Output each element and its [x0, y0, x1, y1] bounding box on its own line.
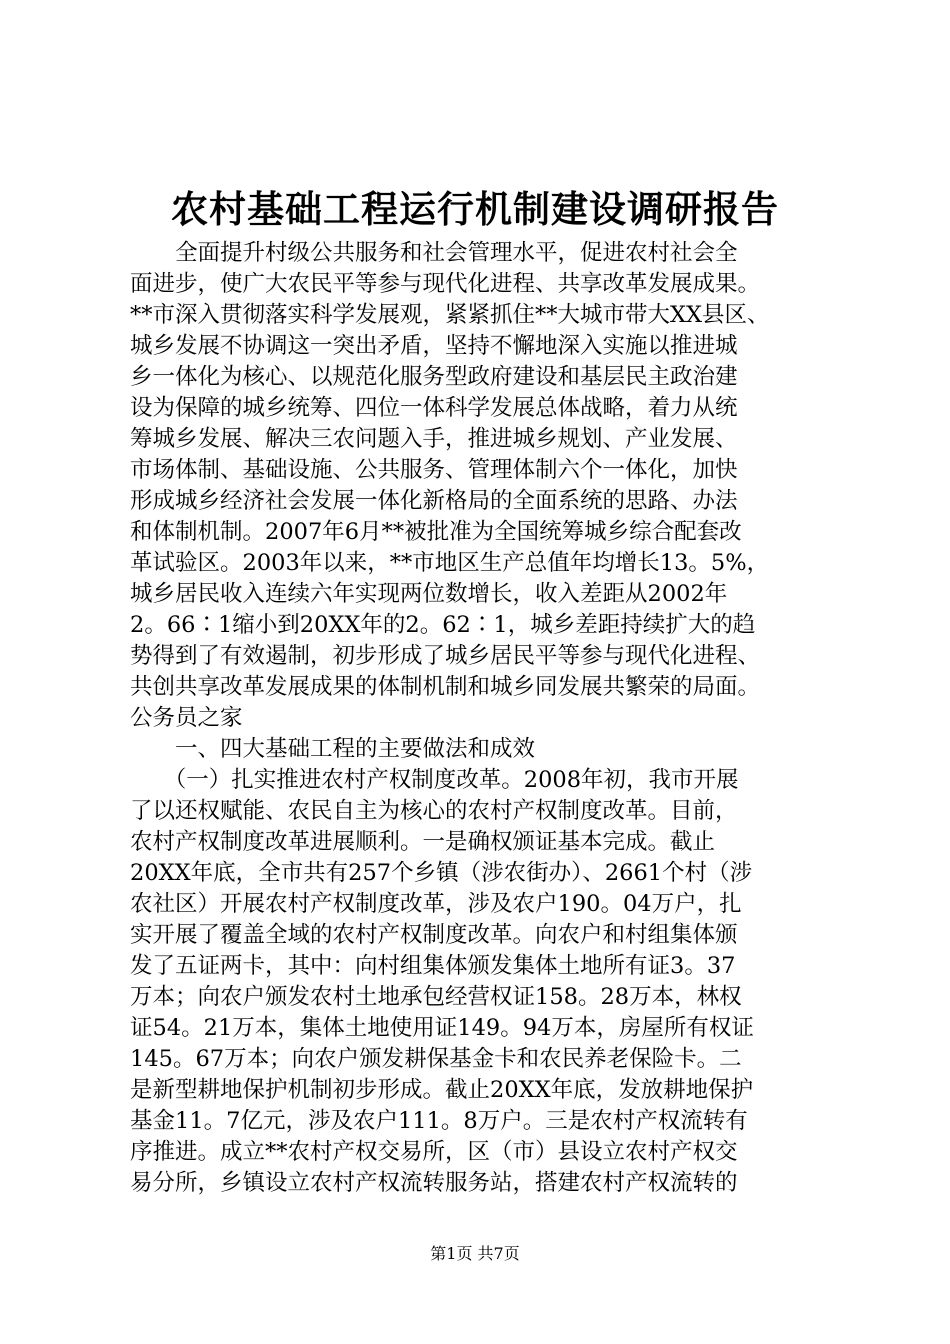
body-line: 势得到了有效遏制，初步形成了城乡居民平等参与现代化进程、: [130, 643, 761, 669]
document-body: [130, 238, 830, 1199]
body-line: （一）扎实推进农村产权制度改革。2008年初，我市开展: [130, 767, 739, 793]
body-line: 实开展了覆盖全域的农村产权制度改革。向农户和村组集体颁: [130, 922, 738, 948]
body-line: 全面提升村级公共服务和社会管理水平，促进农村社会全: [130, 240, 738, 266]
body-line: 和体制机制。2007年6月**被批准为全国统筹城乡综合配套改: [130, 519, 742, 545]
body-line: 公务员之家: [130, 705, 243, 731]
body-line: 是新型耕地保护机制初步形成。截止20XX年底，发放耕地保护: [130, 1077, 754, 1103]
body-line: 设为保障的城乡统筹、四位一体科学发展总体战略，着力从统: [130, 395, 738, 421]
body-line: **市深入贯彻落实科学发展观，紧紧抓住**大城市带大XX县区、: [130, 302, 770, 328]
body-line: 易分所，乡镇设立农村产权流转服务站，搭建农村产权流转的: [130, 1170, 738, 1196]
body-line: 农社区）开展农村产权制度改革，涉及农户190。04万户，扎: [130, 891, 742, 917]
body-line: 2。66∶1缩小到20XX年的2。62∶1，城乡差距持续扩大的趋: [130, 612, 756, 638]
body-line: 20XX年底，全市共有257个乡镇（涉农街办）、2661个村（涉: [130, 860, 753, 886]
body-line: 基金11。7亿元，涉及农户111。8万户。三是农村产权流转有: [130, 1108, 748, 1134]
body-line: 形成城乡经济社会发展一体化新格局的全面系统的思路、办法: [130, 488, 738, 514]
body-line: 万本；向农户颁发农村土地承包经营权证158。28万本，林权: [130, 984, 742, 1010]
body-line: 城乡发展不协调这一突出矛盾，坚持不懈地深入实施以推进城: [130, 333, 738, 359]
section-heading: 一、四大基础工程的主要做法和成效: [130, 736, 536, 762]
body-line: 序推进。成立**农村产权交易所，区（市）县设立农村产权交: [130, 1139, 738, 1165]
body-line: 革试验区。2003年以来，**市地区生产总值年均增长13。5%，: [130, 550, 770, 576]
body-line: 城乡居民收入连续六年实现两位数增长，收入差距从2002年: [130, 581, 728, 607]
body-line: 面进步，使广大农民平等参与现代化进程、共享改革发展成果。: [130, 271, 761, 297]
body-line: 市场体制、基础设施、公共服务、管理体制六个一体化，加快: [130, 457, 738, 483]
body-line: 发了五证两卡，其中：向村组集体颁发集体土地所有证3。37: [130, 953, 736, 979]
body-line: 农村产权制度改革进展顺利。一是确权颁证基本完成。截止: [130, 829, 716, 855]
body-line: 乡一体化为核心、以规范化服务型政府建设和基层民主政治建: [130, 364, 738, 390]
page-footer: 第1页 共7页: [430, 1244, 520, 1263]
body-line: 筹城乡发展、解决三农问题入手，推进城乡规划、产业发展、: [130, 426, 738, 452]
body-line: 145。67万本；向农户颁发耕保基金卡和农民养老保险卡。二: [130, 1046, 742, 1072]
body-line: 了以还权赋能、农民自主为核心的农村产权制度改革。目前，: [130, 798, 738, 824]
body-line: 证54。21万本，集体土地使用证149。94万本，房屋所有权证: [130, 1015, 754, 1041]
document-title: 农村基础工程运行机制建设调研报告: [171, 187, 779, 231]
body-line: 共创共享改革发展成果的体制机制和城乡同发展共繁荣的局面。: [130, 674, 761, 700]
